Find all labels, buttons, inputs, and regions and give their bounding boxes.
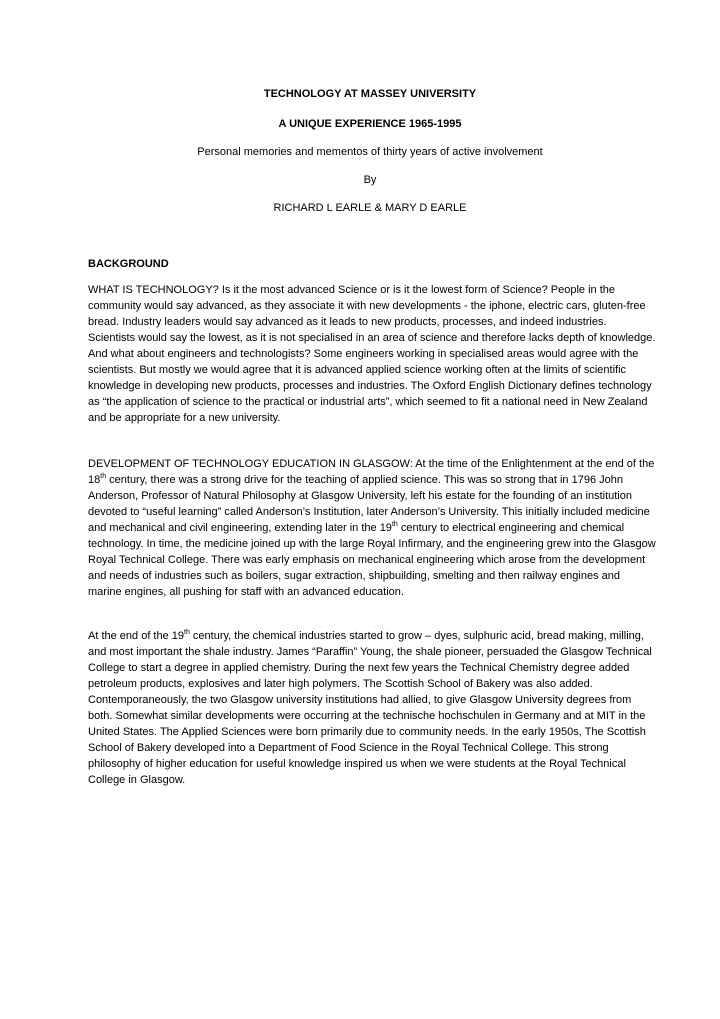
paragraph-text: century, the chemical industries started to grow – dyes, sulphuric acid, bread making, milling, and most important the shale industry. James “Paraffin” Young, the shale pioneer, persuaded the Glasgow Technical College to start a degree in applied chemistry. During the next few years the Technical Chemistry degree added petroleum products, explosives and later high polymers. The Scottish School of Bakery was also added. Contemporaneously, the two Glasgow university institutions had allied, to give Glasgow University degrees from both. Somewhat similar developments were occurring at the technische hochschulen in Germany and at MIT in the United States. The Applied Sciences were born primarily due to community needs. In the early 1950s, The Scottish School of Bakery developed into a Department of Food Science in the Royal Technical College. This strong philosophy of higher education for useful knowledge inspired us when we were students at the Royal Technical College in Glasgow. xyxy=(88,630,652,786)
superscript-ordinal: th xyxy=(391,521,398,528)
document-title: TECHNOLOGY AT MASSEY UNIVERSITY xyxy=(263,88,477,100)
paragraph-glasgow-development xyxy=(88,456,656,600)
paragraph-chemical-industries xyxy=(88,628,656,788)
superscript-ordinal: th xyxy=(184,629,190,636)
section-heading-background: BACKGROUND xyxy=(88,258,169,270)
paragraph-text: century, there was a strong drive for the teaching of applied science. This was so strong that in 1796 John Anderson, Professor of Natural Philosophy at Glasgow University, left his estate for the founding of an institution devoted to “useful learning” called Anderson’s Institution, later Anderson’s University. This initially included medicine and mechanical and civil engineering, extending later in the 19 xyxy=(88,474,650,534)
paragraph-what-is-technology: WHAT IS TECHNOLOGY? Is it the most advanced Science or is it the lowest form of Science? People in the community would say advanced, as they associate it with new developments - the iphone, electric cars, gluten-free bread. Industry leaders would say advanced as it leads to new products, processes, and indeed industries. Scientists would say the lowest, as it is not specialised in an area of science and therefore lacks depth of knowledge. And what about engineers and technologists? Some engineers working in specialised areas would agree with the scientists. But mostly we would agree that it is advanced applied science working often at the limits of scientific knowledge in developing new products, processes and industries. The Oxford English Dictionary defines technology as “the application of science to the practical or industrial arts”, which seemed to fit a national need in New Zealand and be appropriate for a new university. xyxy=(88,284,656,424)
paragraph-text: century to electrical engineering and chemical technology. In time, the medicine joined up with the large Royal Infirmary, and the engineering grew into the Glasgow Royal Technical College. There was early emphasis on mechanical engineering which arose from the development and needs of industries such as boilers, sugar extraction, shipbuilding, smelting and then railway engines and marine engines, all pushing for staff with an advanced education. xyxy=(88,522,656,598)
document-subtitle: A UNIQUE EXPERIENCE 1965-1995 xyxy=(278,118,462,130)
paragraph-text: At the end of the 19 xyxy=(88,630,185,642)
document-tagline: Personal memories and mementos of thirty years of active involvement xyxy=(197,146,543,158)
paragraph-text: DEVELOPMENT OF TECHNOLOGY EDUCATION IN GLASGOW: At the time of the Enlightenment at the end of the 18 xyxy=(88,458,655,486)
superscript-ordinal: th xyxy=(100,473,107,480)
document-by-line: By xyxy=(363,174,377,186)
document-authors: RICHARD L EARLE & MARY D EARLE xyxy=(273,202,467,214)
